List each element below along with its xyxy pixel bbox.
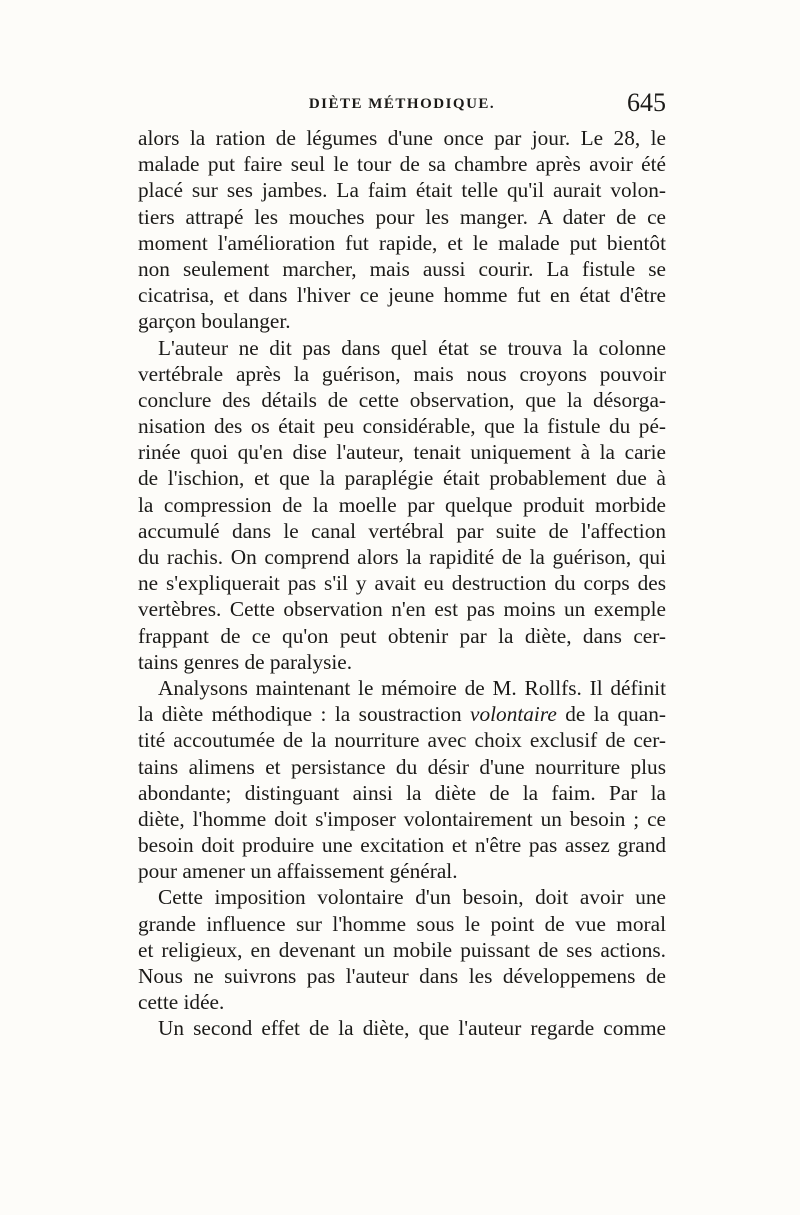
paragraph-start-line: Un second effet de la diète, que l'auteur regarde comme (158, 1016, 666, 1041)
text-line: non seulement marcher, mais aussi courir. La fistule se (138, 256, 666, 281)
text-line: placé sur ses jambes. La faim était telle qu'il aurait volon- (138, 178, 666, 203)
text-line: la compression de la moelle par quelque produit morbide (138, 492, 666, 517)
text-line: accumulé dans le canal vertébral par suite de l'affection (138, 518, 666, 543)
text-line: grande influence sur l'homme sous le point de vue moral (138, 911, 666, 936)
text-line: vertèbres. Cette observation n'en est pas moins un exemple (138, 597, 666, 622)
text-line: pour amener un affaissement général. (138, 859, 458, 884)
text-line: rinée quoi qu'en dise l'auteur, tenait uniquement à la carie (138, 440, 666, 465)
text-line: et religieux, en devenant un mobile puissant de ses actions. (138, 937, 666, 962)
paragraph-start-line: L'auteur ne dit pas dans quel état se trouva la colonne (158, 335, 666, 360)
text-line: tiers attrapé les mouches pour les manger. A dater de ce (138, 204, 666, 229)
text-run: la diète méthodique : la soustraction (138, 702, 462, 727)
text-line: besoin doit produire une excitation et n'être pas assez grand (138, 833, 666, 858)
text-line: de l'ischion, et que la paraplégie était probablement due à (138, 466, 666, 491)
text-line: nisation des os était peu considérable, que la fistule du pé- (138, 414, 666, 439)
text-line: cicatrisa, et dans l'hiver ce jeune homme fut en état d'être (138, 283, 666, 308)
text-line: tains genres de paralysie. (138, 649, 353, 674)
text-run: de la quan- (565, 702, 666, 727)
text-line: conclure des détails de cette observation, que la désorga- (138, 387, 666, 412)
paragraph-start-line: Cette imposition volontaire d'un besoin, doit avoir une (158, 885, 666, 910)
text-line: Nous ne suivrons pas l'auteur dans les développemens de (138, 964, 666, 988)
text-line: tains alimens et persistance du désir d'une nourriture plus (138, 754, 666, 779)
text-line: diète, l'homme doit s'imposer volontairement un besoin ; ce (138, 806, 666, 831)
running-title: DIÈTE MÉTHODIQUE. (308, 96, 496, 112)
page-header (138, 86, 666, 126)
text-line: frappant de ce qu'on peut obtenir par la diète, dans cer- (138, 623, 666, 648)
text-line: malade put faire seul le tour de sa chambre après avoir été (138, 152, 666, 177)
text-line: vertébrale après la guérison, mais nous croyons pouvoir (138, 361, 666, 386)
text-line: moment l'amélioration fut rapide, et le malade put bientôt (138, 230, 666, 255)
text-line: ne s'expliquerait pas s'il y avait eu destruction du corps des (138, 571, 666, 596)
paragraph-start-line: Analysons maintenant le mémoire de M. Rollfs. Il définit (158, 675, 666, 700)
text-line (138, 701, 666, 727)
body-text (138, 125, 666, 1042)
text-line: tité accoutumée de la nourriture avec choix exclusif de cer- (138, 728, 666, 753)
text-line: garçon boulanger. (138, 309, 291, 334)
text-line: abondante; distinguant ainsi la diète de la faim. Par la (138, 780, 666, 805)
text-line: du rachis. On comprend alors la rapidité de la guérison, qui (138, 545, 666, 569)
text-line: alors la ration de légumes d'une once par jour. Le 28, le (138, 126, 666, 150)
text-line: cette idée. (138, 990, 225, 1015)
page-number: 645 (627, 88, 666, 117)
italic-word: volontaire (470, 702, 557, 727)
